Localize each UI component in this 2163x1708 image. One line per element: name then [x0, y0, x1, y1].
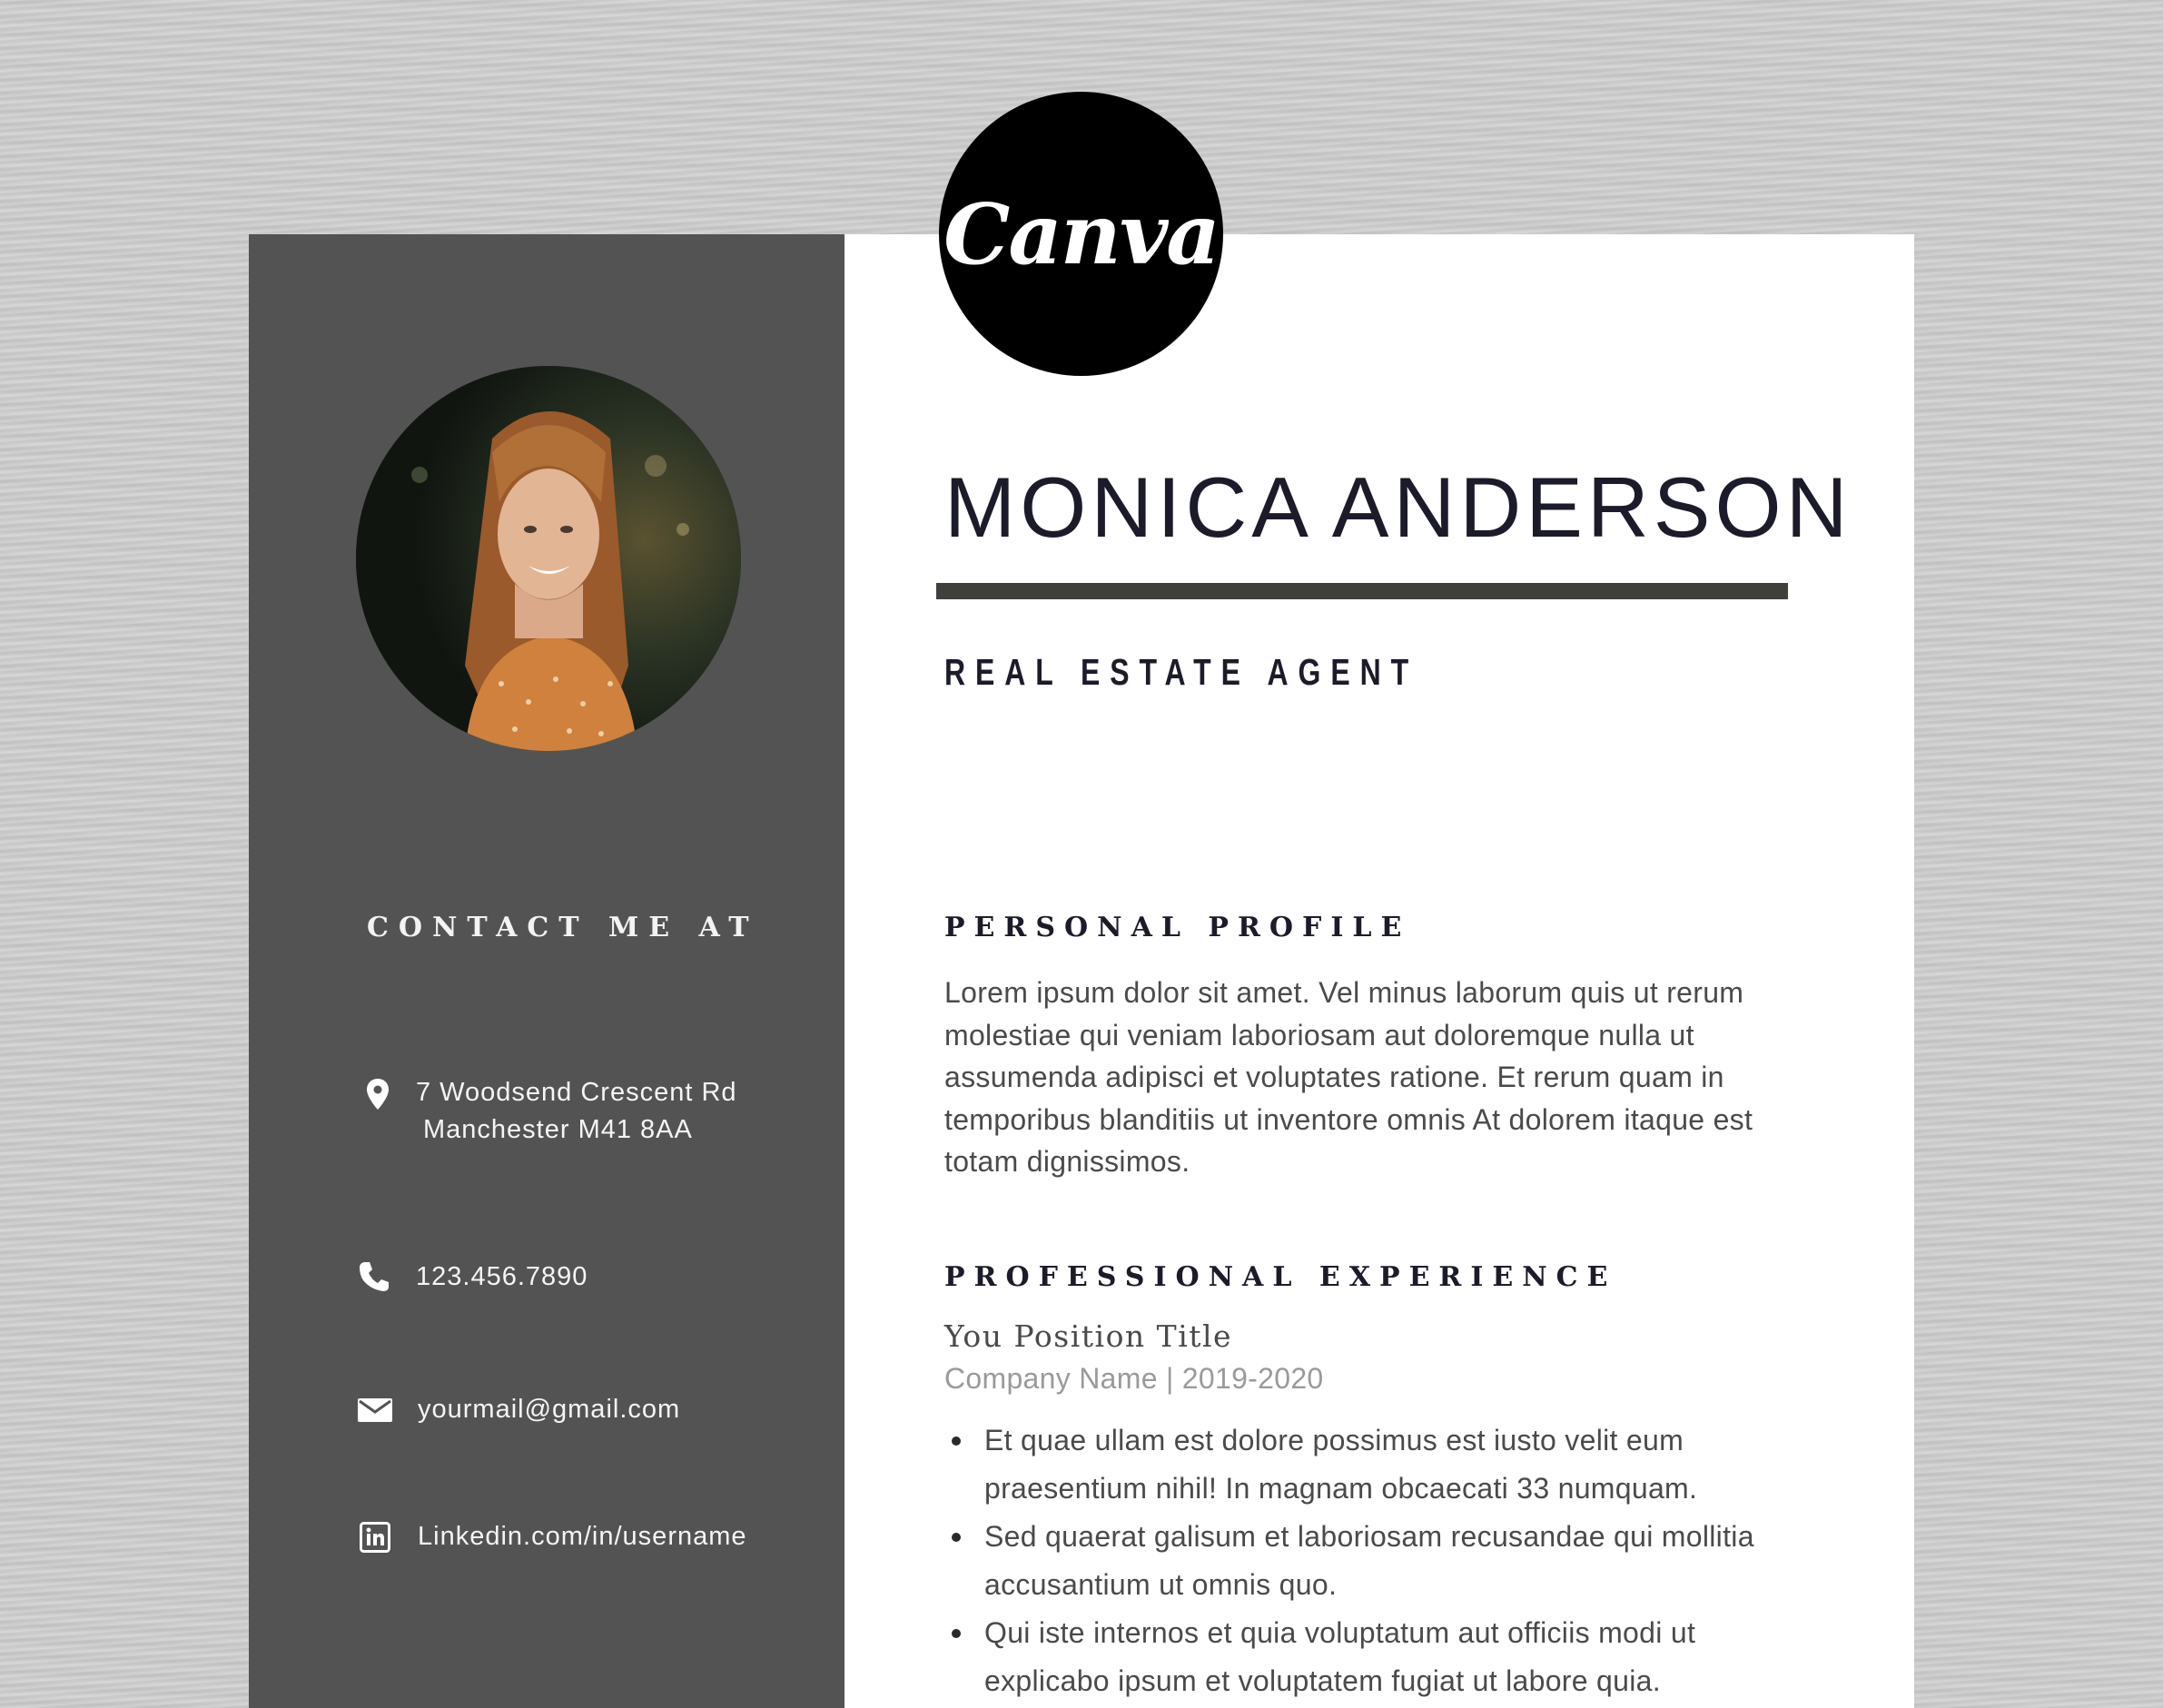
experience-bullet: Sed quaerat galisum et laboriosam recusandae qui mollitia accusantium ut omnis quo.: [944, 1513, 1825, 1609]
location-pin-icon: [367, 1079, 389, 1117]
canva-logo: [939, 92, 1223, 376]
phone-number: 123.456.7890: [416, 1262, 588, 1291]
contact-linkedin: [356, 1520, 828, 1556]
profile-text: Lorem ipsum dolor sit amet. Vel minus laborum quis ut rerum molestiae qui veniam laboriosam aut doloremque nulla ut assumenda adipisci et voluptates ratione. Et rerum quam in temporibus blanditiis ut inventore omnis At dolorem itaque est totam dignissimos.: [944, 976, 1753, 1178]
mail-icon: [358, 1398, 392, 1429]
experience-heading: PROFESSIONAL EXPERIENCE: [944, 1261, 1617, 1293]
phone-icon: [358, 1260, 390, 1300]
profile-photo: [356, 366, 741, 751]
experience-bullet: Et quae ullam est dolore possimus est iusto velit eum praesentium nihil! In magnam obcaecati 33 numquam.: [944, 1417, 1825, 1513]
canva-logo-text: Canva: [943, 184, 1219, 283]
profile-photo-illustration: [356, 366, 741, 751]
candidate-name: MONICA ANDERSON: [944, 459, 1852, 555]
contact-heading: CONTACT ME AT: [367, 912, 759, 943]
position-title: You Position Title: [944, 1318, 1233, 1354]
company-line: Company Name | 2019-2020: [944, 1362, 1324, 1395]
contact-address: [356, 1077, 828, 1150]
linkedin-icon: [360, 1522, 390, 1560]
experience-bullet: Qui iste internos et quia voluptatum aut officiis modi ut explicabo ipsum et voluptatem fugiat ut labore quia.: [944, 1609, 1825, 1705]
address-line-1: 7 Woodsend Crescent Rd: [416, 1078, 737, 1107]
experience-bullet-list: [944, 1417, 1825, 1705]
job-title: REAL ESTATE AGENT: [944, 651, 1419, 693]
profile-heading: PERSONAL PROFILE: [944, 912, 1411, 943]
email-address: yourmail@gmail.com: [418, 1395, 681, 1424]
address-line-2: Manchester M41 8AA: [423, 1115, 693, 1144]
contact-email: [356, 1393, 828, 1429]
linkedin-url: Linkedin.com/in/username: [418, 1522, 747, 1551]
name-underline: [936, 583, 1788, 599]
contact-phone: [356, 1260, 828, 1297]
